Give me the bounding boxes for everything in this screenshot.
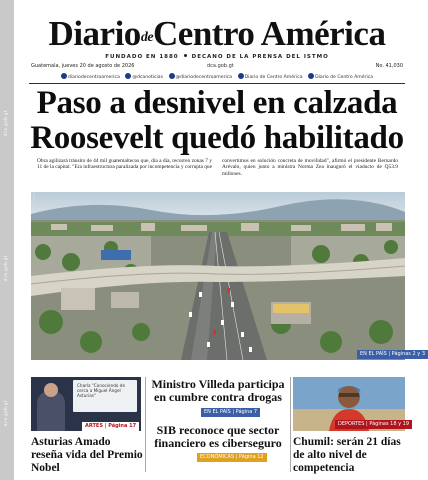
story-headline-sib[interactable]: SIB reconoce que sector financiero es ciberseguro (154, 423, 282, 450)
masthead-title (29, 15, 405, 57)
bullet-separator (184, 54, 187, 57)
margin-website-label: dca.gob.gt (3, 110, 8, 137)
person-head (44, 383, 58, 397)
person-silhouette (37, 391, 65, 431)
info-bar (29, 63, 405, 83)
masthead-word-diario: Diario (48, 14, 141, 53)
lede-column-left: Obra agilizará tránsito de 44 mil guatemaltecos que, día a día, recorren zonas 7 y 11 de la capital. "Era infraestructura paralizada por incompetencia y corrupta que (37, 158, 213, 171)
section-tag-economicas[interactable]: ECONÓMICAS | Página 12 (197, 453, 267, 462)
social-links (29, 73, 405, 80)
social-item-instagram[interactable] (125, 75, 163, 80)
front-page (29, 0, 425, 480)
social-label: @dcanoticias (132, 75, 164, 80)
social-item-youtube[interactable] (308, 75, 373, 80)
masthead-divider (29, 83, 405, 84)
social-label: Diario de Centro América (315, 75, 374, 80)
margin-website-label: dca.gob.gt (3, 400, 8, 427)
instagram-icon (125, 73, 131, 79)
masthead-word-centro-america: Centro América (153, 14, 386, 53)
screen-text: Charla "Conociendo de cerca a Miguel Ángel Asturias" (77, 383, 126, 398)
social-item-threads[interactable] (169, 75, 233, 80)
threads-icon (169, 73, 175, 79)
founded-label: FUNDADO EN 1880 (105, 54, 179, 60)
photo-credit: Foto: DCA (32, 192, 36, 210)
left-margin-strip (0, 0, 14, 480)
youtube-icon (308, 73, 314, 79)
social-item-x[interactable] (61, 75, 120, 80)
tagline-label: DECANO DE LA PRENSA DEL ISTMO (191, 54, 329, 60)
issue-number: No. 41,030 (375, 63, 403, 69)
social-label: @diariodecentroamerica (175, 75, 233, 80)
headline-line-1: Paso a desnivel en calzada (36, 85, 398, 121)
social-label: diariodecentroamerica (67, 75, 120, 80)
website-link[interactable]: dca.gob.gt (207, 63, 234, 69)
column-divider (145, 377, 146, 472)
masthead-word-de: de (140, 30, 154, 45)
section-tag-en-el-pais[interactable]: EN EL PAÍS | Páginas 2 y 3 (357, 350, 428, 359)
margin-website-label: dca.gob.gt (3, 255, 8, 282)
main-photo-overpass[interactable] (31, 192, 405, 360)
section-tag-artes[interactable]: ARTES | Página 17 (82, 422, 139, 431)
story-headline-villeda[interactable]: Ministro Villeda participa en cumbre contra drogas (151, 377, 285, 404)
facebook-icon (238, 73, 244, 79)
aerial-city-illustration (31, 192, 405, 360)
main-headline[interactable] (29, 86, 405, 156)
x-icon (61, 73, 67, 79)
column-divider (290, 377, 291, 472)
issue-date: Guatemala, jueves 20 de agosto de 2026 (31, 63, 135, 69)
social-item-facebook[interactable] (238, 75, 303, 80)
story-headline-asturias[interactable]: Asturias Amado reseña vida del Premio Nobel (31, 436, 143, 474)
story-headline-chumil[interactable]: Chumil: serán 21 días de alto nivel de competencia (293, 436, 401, 474)
headline-line-2: Roosevelt quedó habilitado (30, 120, 404, 156)
masthead-subtitle (29, 54, 405, 60)
section-tag-en-el-pais[interactable]: EN EL PAÍS | Página 7 (201, 408, 260, 417)
lede-column-right: convertimos en solución concreta de movilidad", afirmó el presidente Bernardo Arévalo, quien junto a ministra Norma Zea inauguró el viaducto de Q53.9 millones. (222, 158, 398, 177)
social-label: Diario de Centro América (244, 75, 303, 80)
section-tag-deportes[interactable]: DEPORTES | Páginas 18 y 19 (335, 420, 412, 429)
